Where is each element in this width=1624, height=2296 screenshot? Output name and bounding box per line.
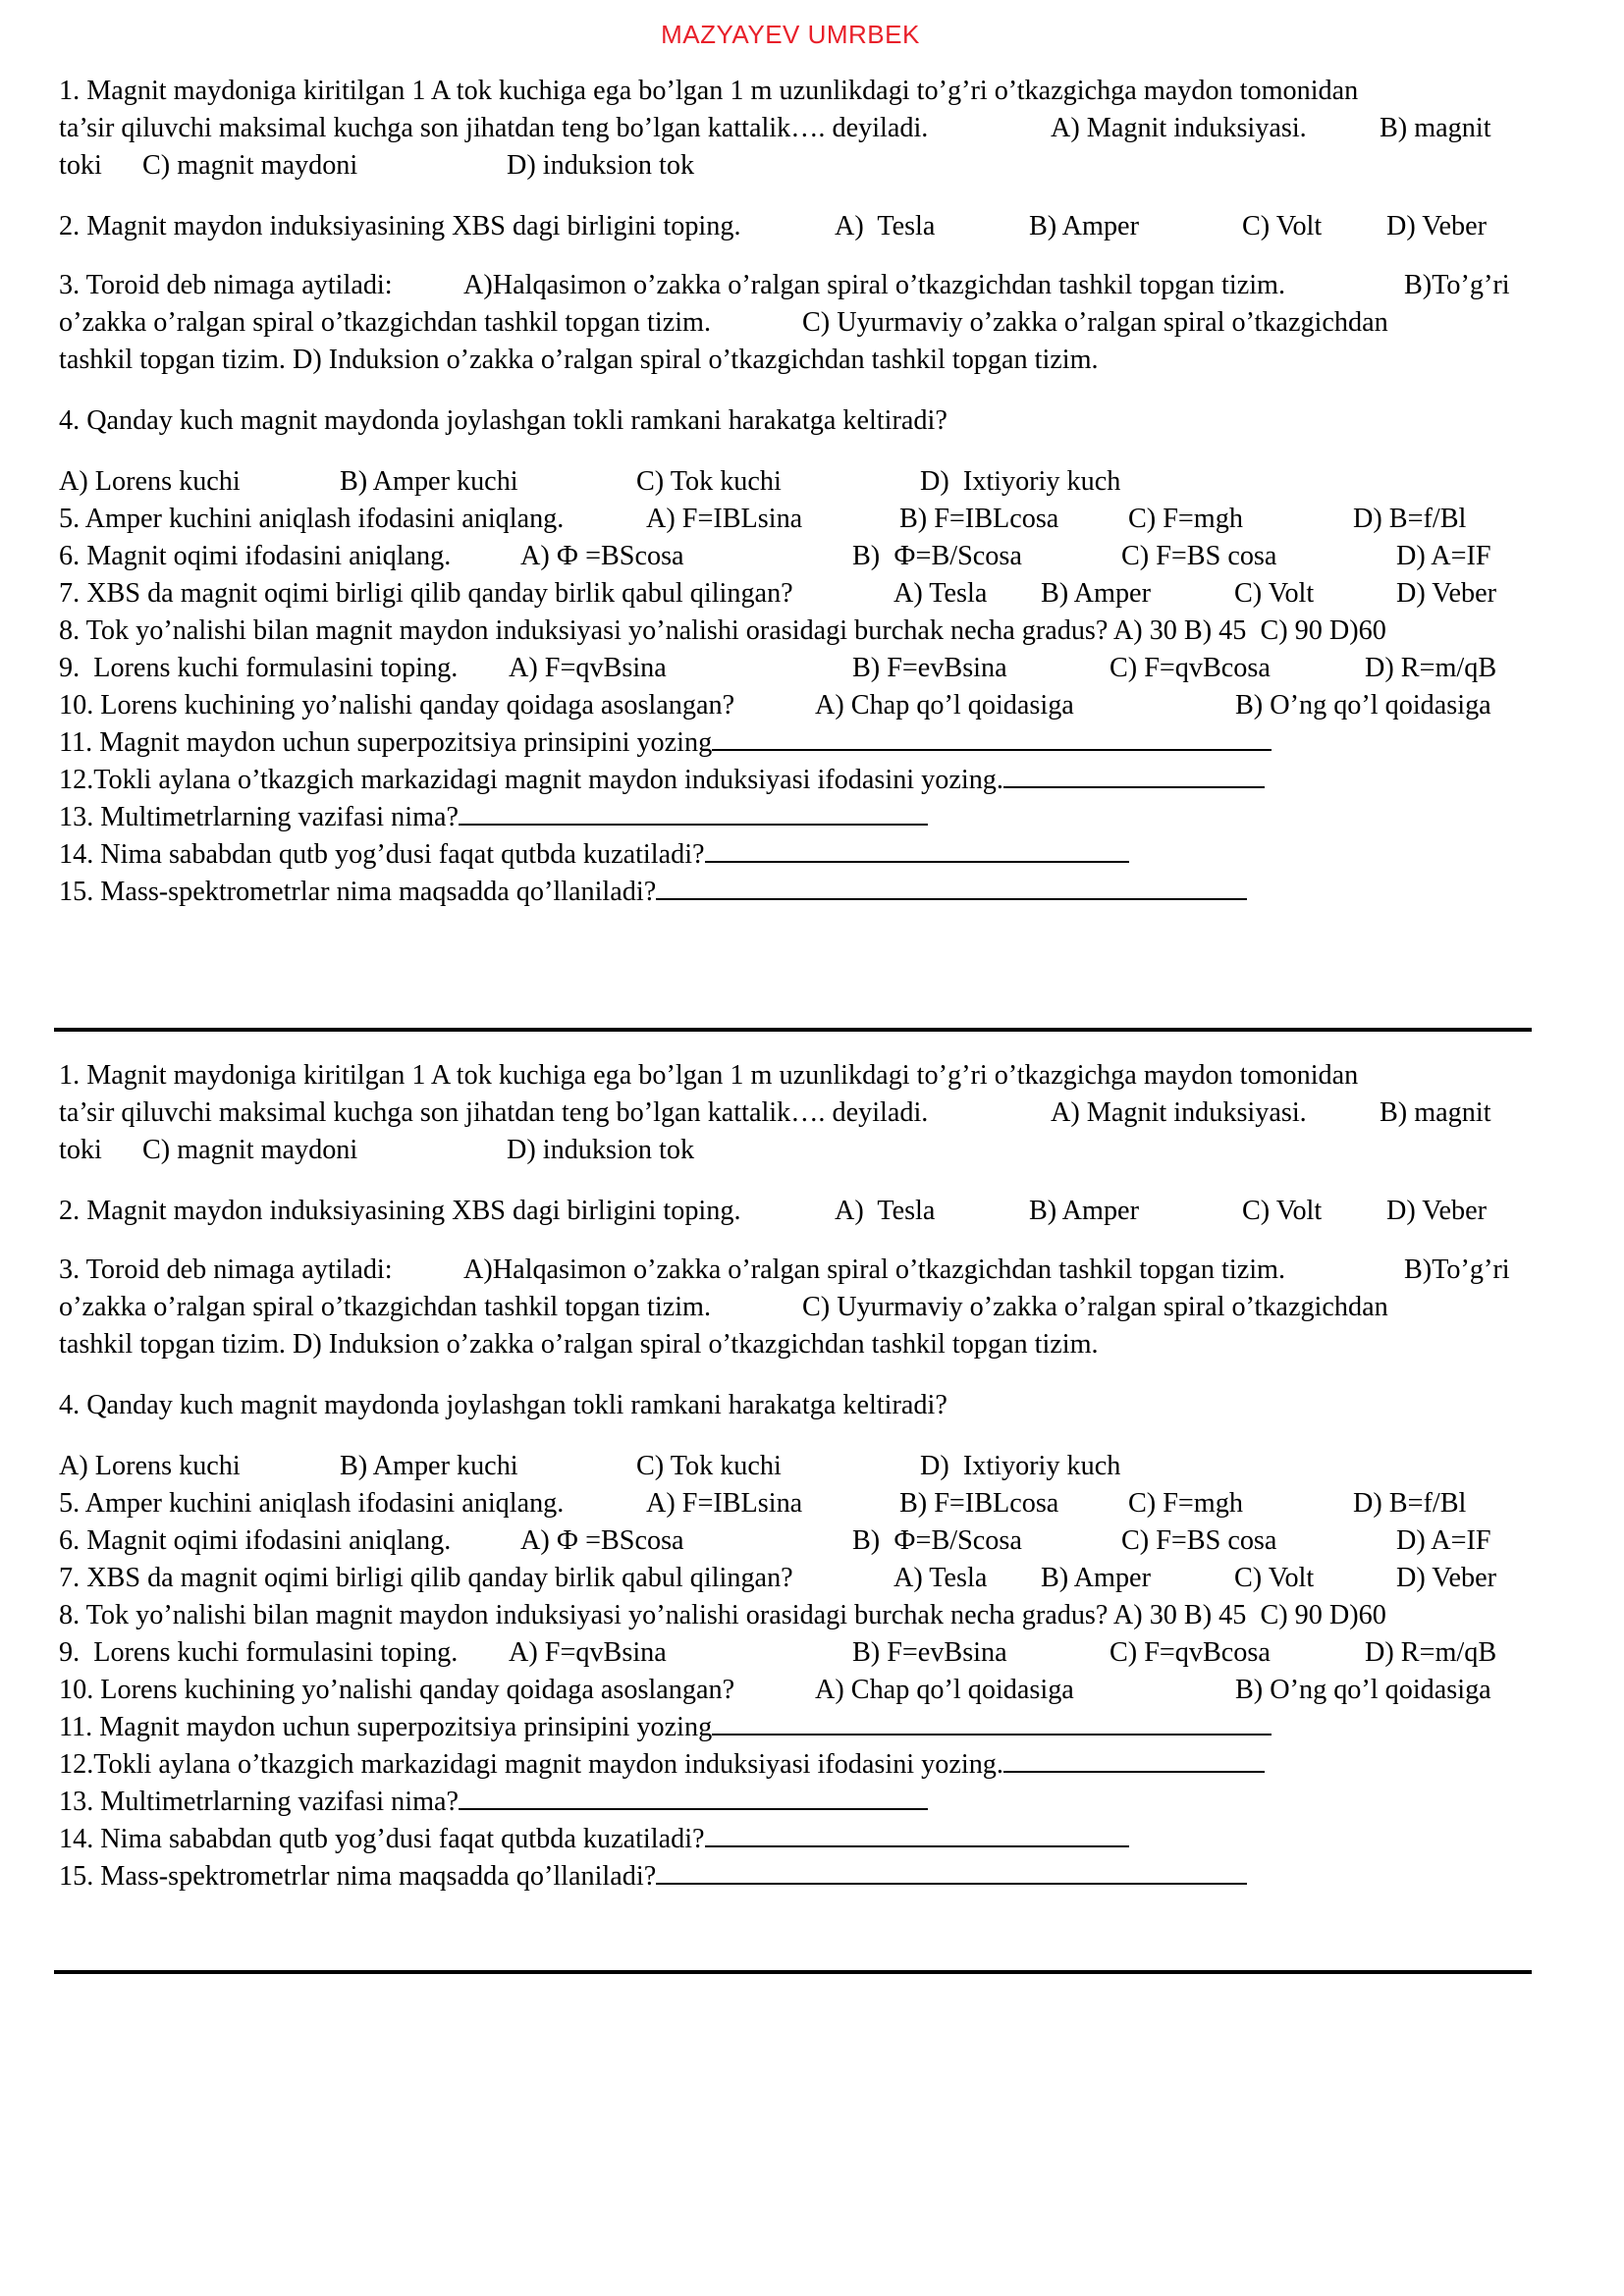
answer-blank[interactable] xyxy=(1003,1747,1265,1773)
question-1-line-3: toki C) magnit maydoni D) induksion tok xyxy=(59,1132,102,1169)
question-5: 5. Amper kuchini aniqlash ifodasini aniqlang. A) F=IBLsina B) F=IBLcosa C) F=mgh D) B=f/Bl xyxy=(59,504,1467,534)
question-3-line-2: o’zakka o’ralgan spiral o’tkazgichdan tashkil topgan tizim. C) Uyurmaviy o’zakka o’ralgan spiral o’tkazgichdan xyxy=(59,1292,1388,1322)
question-15: 15. Mass-spektrometrlar nima maqsadda qo’llaniladi? xyxy=(59,1858,1247,1896)
question-10: 10. Lorens kuchining yo’nalishi qanday qoidaga asoslangan? A) Chap qo’l qoidasiga B) O’ng qo’l qoidasiga xyxy=(59,690,1491,721)
question-3-line-2: o’zakka o’ralgan spiral o’tkazgichdan tashkil topgan tizim. C) Uyurmaviy o’zakka o’ralgan spiral o’tkazgichdan xyxy=(59,307,1388,338)
option-b: B) magnit xyxy=(1380,113,1491,143)
question-1: 1. Magnit maydoniga kiritilgan 1 A tok kuchiga ega bo’lgan 1 m uzunlikdagi to’g’ri o’tkazgichga maydon tomonidan xyxy=(59,76,1359,106)
option-c: C) magnit maydoni xyxy=(142,1135,358,1165)
question-4: 4. Qanday kuch magnit maydonda joylashgan tokli ramkani harakatga keltiradi? xyxy=(59,1390,947,1420)
question-5: 5. Amper kuchini aniqlash ifodasini aniqlang. A) F=IBLsina B) F=IBLcosa C) F=mgh D) B=f/Bl xyxy=(59,1488,1467,1519)
answer-blank[interactable] xyxy=(656,875,1247,900)
author-name: MAZYAYEV UMRBEK xyxy=(661,20,920,49)
question-6: 6. Magnit oqimi ifodasini aniqlang. A) Ф =BScosa B) Ф=B/Scosa C) F=BS cosa D) A=IF xyxy=(59,1525,1491,1556)
question-8: 8. Tok yo’nalishi bilan magnit maydon induksiyasi yo’nalishi orasidagi burchak necha gradus? A) 30 B) 45 C) 90 D)60 xyxy=(59,615,1386,646)
answer-blank[interactable] xyxy=(1003,763,1265,788)
answer-blank[interactable] xyxy=(712,1710,1272,1735)
question-3-line-3: tashkil topgan tizim. D) Induksion o’zakka o’ralgan spiral o’tkazgichdan tashkil topgan tizim. xyxy=(59,345,1099,375)
answer-blank[interactable] xyxy=(705,837,1129,863)
question-4-options: A) Lorens kuchi B) Amper kuchi C) Tok kuchi D) Ixtiyoriy kuch xyxy=(59,1451,1121,1481)
question-13: 13. Multimetrlarning vazifasi nima? xyxy=(59,799,928,836)
question-2: 2. Magnit maydon induksiyasining XBS dagi birligini toping. A) Tesla B) Amper C) Volt D) Veber xyxy=(59,1196,1488,1226)
question-1-line-2: ta’sir qiluvchi maksimal kuchga son jihatdan teng bo’lgan kattalik…. deyiladi. A) Magnit induksiyasi. B) magnit xyxy=(59,110,928,147)
answer-blank[interactable] xyxy=(712,725,1272,751)
question-8: 8. Tok yo’nalishi bilan magnit maydon induksiyasi yo’nalishi orasidagi burchak necha gradus? A) 30 B) 45 C) 90 D)60 xyxy=(59,1600,1386,1630)
question-11: 11. Magnit maydon uchun superpozitsiya prinsipini yozing xyxy=(59,1709,1272,1746)
question-3: 3. Toroid deb nimaga aytiladi: A)Halqasimon o’zakka o’ralgan spiral o’tkazgichdan tashkil topgan tizim. B)To’g’ri xyxy=(59,270,1510,300)
question-1-line-3: toki C) magnit maydoni D) induksion tok xyxy=(59,147,102,185)
question-12: 12.Tokli aylana o’tkazgich markazidagi magnit maydon induksiyasi ifodasini yozing. xyxy=(59,762,1265,799)
question-4-options: A) Lorens kuchi B) Amper kuchi C) Tok kuchi D) Ixtiyoriy kuch xyxy=(59,466,1121,497)
question-1-line-2: ta’sir qiluvchi maksimal kuchga son jihatdan teng bo’lgan kattalik…. deyiladi. A) Magnit induksiyasi. B) magnit xyxy=(59,1095,928,1132)
question-2: 2. Magnit maydon induksiyasining XBS dagi birligini toping. A) Tesla B) Amper C) Volt D) Veber xyxy=(59,211,1488,241)
cut-line-divider xyxy=(54,1970,1532,1974)
question-14: 14. Nima sababdan qutb yog’dusi faqat qutbda kuzatiladi? xyxy=(59,836,1129,874)
question-9: 9. Lorens kuchi formulasini toping. A) F=qvBsina B) F=evBsina C) F=qvBcosa D) R=m/qB xyxy=(59,653,1497,683)
option-c: C) magnit maydoni xyxy=(142,150,358,181)
question-4: 4. Qanday kuch magnit maydonda joylashgan tokli ramkani harakatga keltiradi? xyxy=(59,405,947,436)
question-14: 14. Nima sababdan qutb yog’dusi faqat qutbda kuzatiladi? xyxy=(59,1821,1129,1858)
answer-blank[interactable] xyxy=(656,1859,1247,1885)
question-3: 3. Toroid deb nimaga aytiladi: A)Halqasimon o’zakka o’ralgan spiral o’tkazgichdan tashkil topgan tizim. B)To’g’ri xyxy=(59,1255,1510,1285)
question-13: 13. Multimetrlarning vazifasi nima? xyxy=(59,1784,928,1821)
question-6: 6. Magnit oqimi ifodasini aniqlang. A) Ф =BScosa B) Ф=B/Scosa C) F=BS cosa D) A=IF xyxy=(59,541,1491,571)
question-12: 12.Tokli aylana o’tkazgich markazidagi magnit maydon induksiyasi ifodasini yozing. xyxy=(59,1746,1265,1784)
question-1: 1. Magnit maydoniga kiritilgan 1 A tok kuchiga ega bo’lgan 1 m uzunlikdagi to’g’ri o’tkazgichga maydon tomonidan xyxy=(59,1060,1359,1091)
option-a: A) Magnit induksiyasi. xyxy=(1051,113,1307,143)
answer-blank[interactable] xyxy=(459,1785,928,1810)
cut-line-divider xyxy=(54,1028,1532,1032)
option-d: D) induksion tok xyxy=(507,150,695,181)
answer-blank[interactable] xyxy=(459,800,928,826)
question-10: 10. Lorens kuchining yo’nalishi qanday qoidaga asoslangan? A) Chap qo’l qoidasiga B) O’ng qo’l qoidasiga xyxy=(59,1675,1491,1705)
question-3-line-3: tashkil topgan tizim. D) Induksion o’zakka o’ralgan spiral o’tkazgichdan tashkil topgan tizim. xyxy=(59,1329,1099,1360)
answer-blank[interactable] xyxy=(705,1822,1129,1847)
question-7: 7. XBS da magnit oqimi birligi qilib qanday birlik qabul qilingan? A) Tesla B) Amper C) Volt D) Veber xyxy=(59,578,1497,609)
question-15: 15. Mass-spektrometrlar nima maqsadda qo’llaniladi? xyxy=(59,874,1247,911)
question-7: 7. XBS da magnit oqimi birligi qilib qanday birlik qabul qilingan? A) Tesla B) Amper C) Volt D) Veber xyxy=(59,1563,1497,1593)
option-b: B) magnit xyxy=(1380,1097,1491,1128)
option-a: A) Magnit induksiyasi. xyxy=(1051,1097,1307,1128)
question-9: 9. Lorens kuchi formulasini toping. A) F=qvBsina B) F=evBsina C) F=qvBcosa D) R=m/qB xyxy=(59,1637,1497,1668)
option-d: D) induksion tok xyxy=(507,1135,695,1165)
question-11: 11. Magnit maydon uchun superpozitsiya prinsipini yozing xyxy=(59,724,1272,762)
